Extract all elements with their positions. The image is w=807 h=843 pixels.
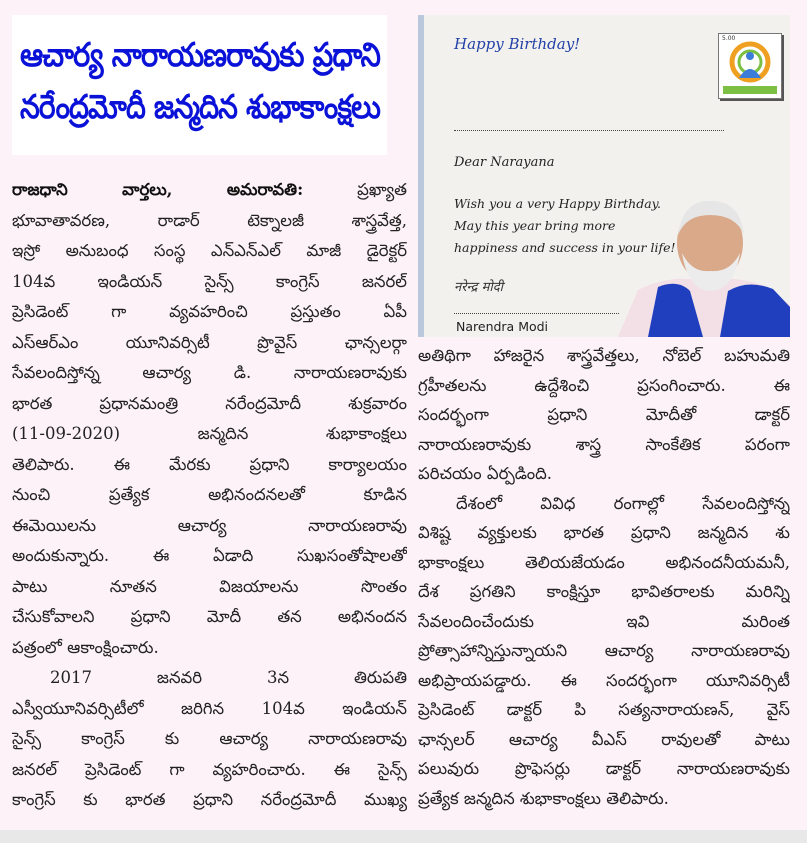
yoga-stamp-icon (719, 34, 781, 98)
card-greeting: Happy Birthday! (454, 35, 581, 53)
card-message-line: happiness and success in your life! (454, 240, 676, 255)
article-line: అతిథిగా హాజరైన శాస్త్రవేత్తలు, నోబెల్ బహుమతి (418, 346, 790, 365)
article-line: దేశంలో వివిధ రంగాల్లో సేవలందిస్తోన్న (456, 493, 790, 513)
article-line: సేవలందిస్తోన్న ఆచార్య డి. నారాయణరావుకు (12, 363, 407, 382)
article-line: గ్రహీతలను ఉద్దేశించి ప్రసంగించారు. ఈ (418, 375, 790, 395)
signature-divider (454, 313, 619, 314)
article-line: సందర్భంగా ప్రధాని మోదీతో డాక్టర్ (418, 405, 790, 424)
article-line: 2017 జనవరి 3న తిరుపతి (50, 668, 407, 687)
article-line: భారత ప్రధానమంత్రి నరేంద్రమోదీ శుక్రవారం (12, 393, 407, 413)
headline-row-1 (20, 29, 380, 81)
portrait-image (608, 195, 790, 337)
article-line: ప్రత్యేక జన్మదిన శుభాకాంక్షలు తెలిపారు. (418, 788, 669, 808)
article-line: ఈమెయిలను ఆచార్య నారాయణరావు (12, 515, 407, 535)
article-line: తెలిపారు. ఈ మేరకు ప్రధాని కార్యాలయం (12, 454, 407, 474)
article-line: దేశ ప్రగతిని కాంక్షిస్తూ భావితరాలకు మరిన్ని (418, 582, 790, 601)
article-line: పత్రంలో ఆకాంక్షించారు. (12, 637, 159, 657)
article-line: పరిచయం ఏర్పడింది. (418, 464, 552, 483)
article-line: ప్రెసిడెంట్ గా వ్యవహరించి ప్రస్తుతం ఏపీ (12, 302, 407, 321)
headline-box (12, 15, 387, 155)
photo-edge (418, 15, 424, 337)
article-line: నుంచి ప్రత్యేక అభినందనలతో కూడిన (12, 485, 407, 504)
article-line: ఇస్రో అనుబంధ సంస్థ ఎన్ఎన్ఎల్ మాజీ డైరెక్టర్ (12, 241, 407, 260)
dateline: రాజధాని వార్తలు, అమరావతి: (12, 180, 304, 199)
page-bottom-strip (0, 830, 807, 843)
article-line: జనరల్ ప్రెసిడెంట్ గా వ్యహరించారు. ఈ సైన్స్ (12, 759, 407, 779)
postage-stamp (718, 33, 782, 99)
article-line: చేసుకోవాలని ప్రధాని మోదీ తన అభినందన (12, 607, 407, 626)
headline (20, 29, 380, 133)
article-column-right (418, 341, 790, 813)
article-line: పలువురు ప్రొఫెసర్లు డాక్టర్ నారాయణరావుకు (418, 759, 790, 778)
article-line: ఛాన్సలర్ ఆచార్య వీఎస్ రావులతో పాటు (418, 729, 790, 749)
article-line: సేవలందించేందుకు ఇవి మరింత (418, 611, 790, 631)
article-line: కాంగ్రెస్ కు భారత ప్రధాని నరేంద్రమోదీ ముఖ్య (12, 790, 407, 809)
headline-line-1: ఆచార్య నారాయణరావుకు ప్రధాని (20, 35, 380, 74)
article-column-left (12, 175, 407, 816)
card-message-line: May this year bring more (454, 218, 616, 233)
article-line-text: ప్రఖ్యాత (357, 180, 407, 199)
article-line: భాకాంక్షలు తెలియజేయడం అభినందనీయమనీ, (418, 552, 790, 572)
birthday-card-photo (418, 15, 790, 337)
article-line (12, 175, 407, 206)
article-line: ఎస్ఆర్ఎం యూనివర్సిటీ ప్రొవైస్ ఛాన్సలర్గా (12, 332, 407, 352)
card-salutation: Dear Narayana (454, 155, 555, 170)
card-divider (454, 130, 724, 131)
stamp-value: 5.00 (722, 35, 736, 42)
article-line: ఎస్వీయూనివర్సిటీలో జరిగిన 104వ ఇండియన్ (12, 698, 407, 718)
article-line: ప్రోత్సాహాన్నిస్తున్నాయని ఆచార్య నారాయణరావు (418, 641, 790, 660)
article-line: ప్రెసిడెంట్ డాక్టర్ పి సత్యనారాయణన్, వైస్ (418, 700, 790, 719)
article-line: 104వ ఇండియన్ సైన్స్ కాంగ్రెస్ జనరల్ (12, 271, 407, 291)
article-line: అందుకున్నారు. ఈ ఏడాది సుఖసంతోషాలతో (12, 546, 407, 565)
headline-line-2: నరేంద్రమోదీ జన్మదిన శుభాకాంక్షలు (20, 87, 380, 126)
card-signer-name: Narendra Modi (456, 319, 549, 334)
article-line: భూవాతావరణ, రాడార్ టెక్నాలజీ శాస్త్రవేత్త, (12, 210, 407, 230)
headline-row-2 (20, 81, 380, 133)
article-line: (11-09-2020) జన్మదిన శుభాకాంక్షలు (12, 424, 407, 443)
article-line: పాటు నూతన విజయాలను సొంతం (12, 576, 407, 596)
article-line: విశిష్ట వ్యక్తులకు భారత ప్రధాని జన్మదిన శు (418, 523, 790, 542)
article-line: సైన్స్ కాంగ్రెస్ కు ఆచార్య నారాయణరావు (12, 729, 407, 748)
article-line: నారాయణరావుకు శాస్త్ర సాంకేతిక పరంగా (418, 434, 790, 454)
card-message-line: Wish you a very Happy Birthday. (454, 196, 662, 211)
card-signature: नरेन्द्र मोदी (454, 280, 503, 295)
article-line: అభిప్రాయపడ్డారు. ఈ సందర్భంగా యూనివర్సిటీ (418, 670, 790, 690)
